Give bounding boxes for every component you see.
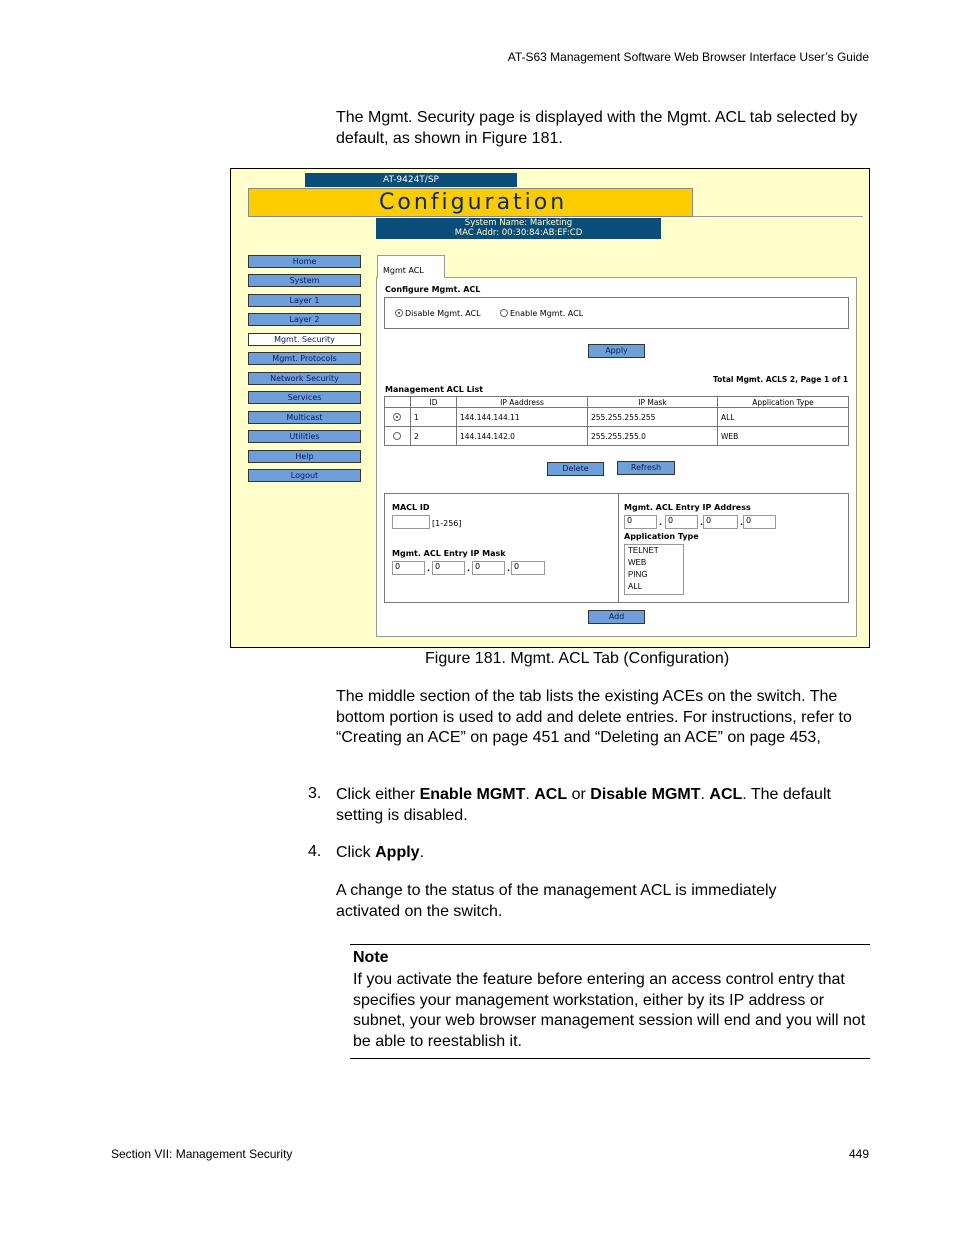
delete-button[interactable]: Delete (547, 462, 604, 476)
enable-option[interactable]: Enable Mgmt. ACL (500, 309, 583, 318)
note-top-rule (350, 944, 870, 945)
nav-mgmt-protocols[interactable]: Mgmt. Protocols (248, 352, 361, 365)
nav-home[interactable]: Home (248, 255, 361, 268)
app-option[interactable]: ALL (628, 582, 643, 591)
note-title: Note (353, 949, 389, 966)
table-header (385, 397, 849, 408)
nav-layer-1[interactable]: Layer 1 (248, 294, 361, 307)
system-info (376, 218, 661, 239)
col-id: ID (411, 397, 457, 408)
row-2-radio[interactable] (393, 432, 401, 440)
entry-ip-label: Mgmt. ACL Entry IP Address (624, 503, 751, 512)
enable-radio[interactable] (500, 309, 508, 317)
app-type-label: Application Type (624, 532, 699, 541)
step-4-number: 4. (308, 843, 322, 860)
banner-divider (693, 216, 863, 217)
macl-id-label: MACL ID (392, 503, 430, 512)
note-bottom-rule (350, 1058, 870, 1059)
running-header: AT-S63 Management Software Web Browser Interface User’s Guide (507, 50, 869, 64)
nav-layer-2[interactable]: Layer 2 (248, 313, 361, 326)
system-name: System Name: Marketing (464, 218, 573, 228)
activation-paragraph: A change to the status of the management ACL is immediately activated on the switch. (336, 882, 777, 920)
disable-option[interactable]: Disable Mgmt. ACL (395, 309, 481, 318)
table-row[interactable]: 2 144.144.142.0 255.255.255.0 WEB (385, 427, 849, 446)
middle-section-paragraph: The middle section of the tab lists the existing ACEs on the switch. The bottom portion is used to add and delete entries. For instructions, refer to “Creating an ACE” on page 451 and “Deleting an ACE” on page 453, (336, 688, 852, 746)
mask-octet-3[interactable]: 0 (472, 561, 505, 575)
add-entry-group: MACL ID [1-256] Mgmt. ACL Entry IP Mask 0 . 0 . 0 . 0 Mgmt. ACL Entry IP Address 0 . 0 . 0 . 0 Application Type TELNET WEB PING ALL (384, 493, 849, 603)
row-1-radio[interactable] (393, 413, 401, 421)
refresh-button[interactable]: Refresh (617, 461, 675, 475)
macl-id-input[interactable] (392, 515, 430, 529)
step-3-number: 3. (308, 785, 322, 802)
table-row[interactable]: 1 144.144.144.11 255.255.255.255 ALL (385, 408, 849, 427)
app-type-list[interactable] (624, 544, 684, 595)
nav-utilities[interactable]: Utilities (248, 430, 361, 443)
group-divider (618, 494, 619, 602)
nav-multicast[interactable]: Multicast (248, 411, 361, 424)
entry-mask-label: Mgmt. ACL Entry IP Mask (392, 549, 506, 558)
page-number: 449 (849, 1147, 870, 1161)
mask-octet-4[interactable]: 0 (511, 561, 545, 575)
macl-id-range: [1-256] (432, 519, 462, 528)
step-4-text: Click Apply. (336, 844, 425, 861)
nav-logout[interactable]: Logout (248, 469, 361, 482)
list-title: Management ACL List (385, 385, 484, 394)
ip-octet-1[interactable]: 0 (624, 515, 657, 529)
add-button[interactable]: Add (588, 610, 645, 624)
disable-radio[interactable] (395, 309, 403, 317)
nav-mgmt-security[interactable]: Mgmt. Security (248, 333, 361, 346)
mode-group (384, 297, 849, 329)
col-app: Application Type (718, 397, 849, 408)
footer-section: Section VII: Management Security (111, 1147, 293, 1161)
nav-services[interactable]: Services (248, 391, 361, 404)
nav-network-security[interactable]: Network Security (248, 372, 361, 385)
col-ip: IP Aaddress (457, 397, 588, 408)
ip-octet-4[interactable]: 0 (743, 515, 776, 529)
mgmt-acl-panel (376, 277, 857, 637)
acl-table (384, 396, 849, 446)
configure-title: Configure Mgmt. ACL (385, 285, 481, 294)
app-option[interactable]: PING (628, 570, 648, 579)
intro-paragraph: The Mgmt. Security page is displayed with the Mgmt. ACL tab selected by default, as shown in Figure 181. (336, 109, 858, 147)
configuration-banner (248, 188, 693, 217)
app-option[interactable]: TELNET (628, 546, 659, 555)
ip-octet-2[interactable]: 0 (665, 515, 698, 529)
mask-octet-2[interactable]: 0 (432, 561, 465, 575)
mask-octet-1[interactable]: 0 (392, 561, 425, 575)
note-text: If you activate the feature before entering an access control entry that specifies your management workstation, either by its IP address or subnet, your web browser management session will end and you will not be able to reestablish it. (353, 971, 866, 1050)
nav-help[interactable]: Help (248, 450, 361, 463)
banner-title: Configuration (379, 190, 568, 215)
ip-octet-3[interactable]: 0 (703, 515, 738, 529)
tab-mgmt-acl[interactable]: Mgmt ACL (377, 255, 445, 278)
device-label: AT-9424T/SP (305, 173, 517, 187)
nav-system[interactable]: System (248, 274, 361, 287)
step-3-text: Click either Enable MGMT. ACL or Disable MGMT. ACL. The default setting is disabled. (336, 786, 831, 824)
apply-button[interactable]: Apply (588, 344, 645, 358)
figure-181 (230, 168, 870, 648)
total-count: Total Mgmt. ACLS 2, Page 1 of 1 (713, 375, 849, 384)
figure-caption: Figure 181. Mgmt. ACL Tab (Configuration) (425, 650, 730, 667)
app-option[interactable]: WEB (628, 558, 647, 567)
mac-address: MAC Addr: 00:30:84:AB:EF:CD (454, 227, 583, 238)
col-mask: IP Mask (588, 397, 718, 408)
